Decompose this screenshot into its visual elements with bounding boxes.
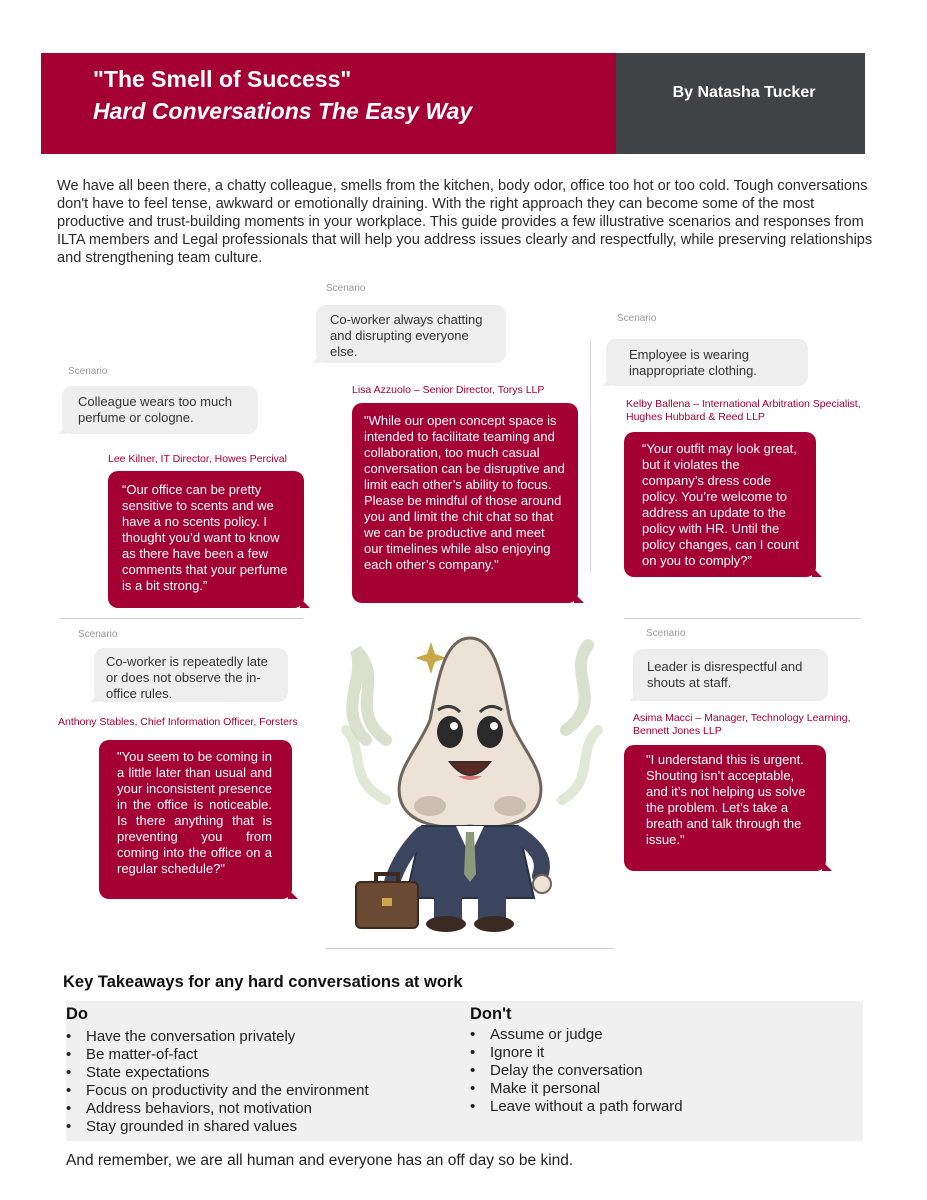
divider (60, 618, 303, 619)
takeaway-item: • Assume or judge (470, 1026, 860, 1044)
scenario-issue-bubble (316, 305, 506, 363)
closing-note: And remember, we are all human and everyone has an off day so be kind. (66, 1152, 574, 1169)
byline: By Natasha Tucker (672, 84, 816, 101)
takeaway-item: • Make it personal (470, 1080, 860, 1098)
response-bubble (108, 471, 304, 608)
scenario-issue-text: Employee is wearing inappropriate clothing. (629, 347, 757, 378)
response-text: “Your outfit may look great, but it violates the company’s dress code policy. You’re welcome to address an update to the policy with HR. Until the policy changes, can I count on you to comply?” (642, 441, 799, 568)
response-author: Lee Kilner, IT Director, Howes Percival (108, 453, 287, 465)
scenario-issue-bubble (633, 649, 828, 701)
response-text: “Our office can be pretty sensitive to scents and we have a no scents policy. I thought you’d want to know as there have been a few comments that your perfume is a bit strong.” (122, 482, 288, 593)
scenario-issue-bubble (606, 339, 808, 386)
scenario-label: Scenario (326, 283, 366, 294)
nose-mascot-icon (326, 620, 614, 945)
takeaway-item: • Have the conversation privately (66, 1028, 466, 1046)
divider (624, 618, 861, 619)
response-bubble (624, 432, 816, 577)
response-author: Kelby Ballena – International Arbitration Specialist, Hughes Hubbard & Reed LLP (626, 398, 861, 423)
scenario-issue-bubble (94, 648, 288, 702)
dont-heading: Don't (470, 1005, 512, 1023)
divider (326, 948, 614, 949)
response-text: "You seem to be coming in a little later than usual and your inconsistent presence in the office is noticeable. Is there anything that is preventing you from coming into the office on a regular schedule?" (117, 749, 272, 876)
response-author: Anthony Stables, Chief Information Officer, Forsters (58, 716, 298, 728)
response-bubble (99, 740, 292, 899)
nose-mascot-illustration (326, 620, 614, 945)
scenario-label: Scenario (646, 628, 686, 639)
title-line-1: "The Smell of Success" (93, 66, 352, 92)
response-bubble (624, 745, 826, 871)
takeaway-item: • Leave without a path forward (470, 1098, 860, 1116)
response-text: "I understand this is urgent. Shouting isn’t acceptable, and it’s not helping us solve the problem. Let’s take a breath and talk through the issue." (646, 752, 806, 847)
takeaway-item: • Be matter-of-fact (66, 1046, 466, 1064)
intro-paragraph: We have all been there, a chatty colleague, smells from the kitchen, body odor, office too hot or too cold. Tough conversations don't have to feel tense, awkward or emotionally draining. With the right approach they can become some of the most productive and trust-building moments in your workplace. This guide provides a few illustrative scenarios and responses from ILTA members and Legal professionals that will help you address issues clearly and respectfully, while preserving relationships and strengthening team culture. (57, 178, 873, 266)
response-bubble (352, 403, 578, 603)
takeaway-item: • Stay grounded in shared values (66, 1118, 466, 1136)
response-text: "While our open concept space is intended to facilitate teaming and collaboration, too much casual conversation can be disruptive and limit each other’s ability to focus. Please be mindful of those around you and limit the chit chat so that we can be productive and meet our timelines while also enjoying each other’s company." (364, 413, 565, 572)
takeaway-item: • State expectations (66, 1064, 466, 1082)
takeaways-title: Key Takeaways for any hard conversations at work (63, 973, 463, 991)
response-author: Lisa Azzuolo – Senior Director, Torys LLP (352, 384, 545, 396)
header-byline-band (616, 53, 865, 154)
divider (590, 340, 591, 572)
scenario-issue-text: Colleague wears too much perfume or cologne. (78, 394, 232, 425)
scenario-label: Scenario (68, 366, 108, 377)
scenario-issue-bubble (62, 386, 258, 434)
scenario-label: Scenario (78, 629, 118, 640)
takeaway-item: • Address behaviors, not motivation (66, 1100, 466, 1118)
response-author: Asima Macci – Manager, Technology Learning, Bennett Jones LLP (633, 712, 851, 737)
title-line-2: Hard Conversations The Easy Way (93, 98, 473, 124)
scenario-label: Scenario (617, 313, 657, 324)
scenario-issue-text: Co-worker is repeatedly late or does not observe the in-office rules. (106, 654, 268, 701)
takeaway-item: • Delay the conversation (470, 1062, 860, 1080)
dont-list (470, 1026, 860, 1116)
do-list (66, 1028, 466, 1136)
takeaway-item: • Focus on productivity and the environment (66, 1082, 466, 1100)
scenario-issue-text: Leader is disrespectful and shouts at staff. (647, 659, 803, 690)
scenario-issue-text: Co-worker always chatting and disrupting everyone else. (330, 312, 483, 359)
do-heading: Do (66, 1005, 88, 1023)
takeaway-item: • Ignore it (470, 1044, 860, 1062)
